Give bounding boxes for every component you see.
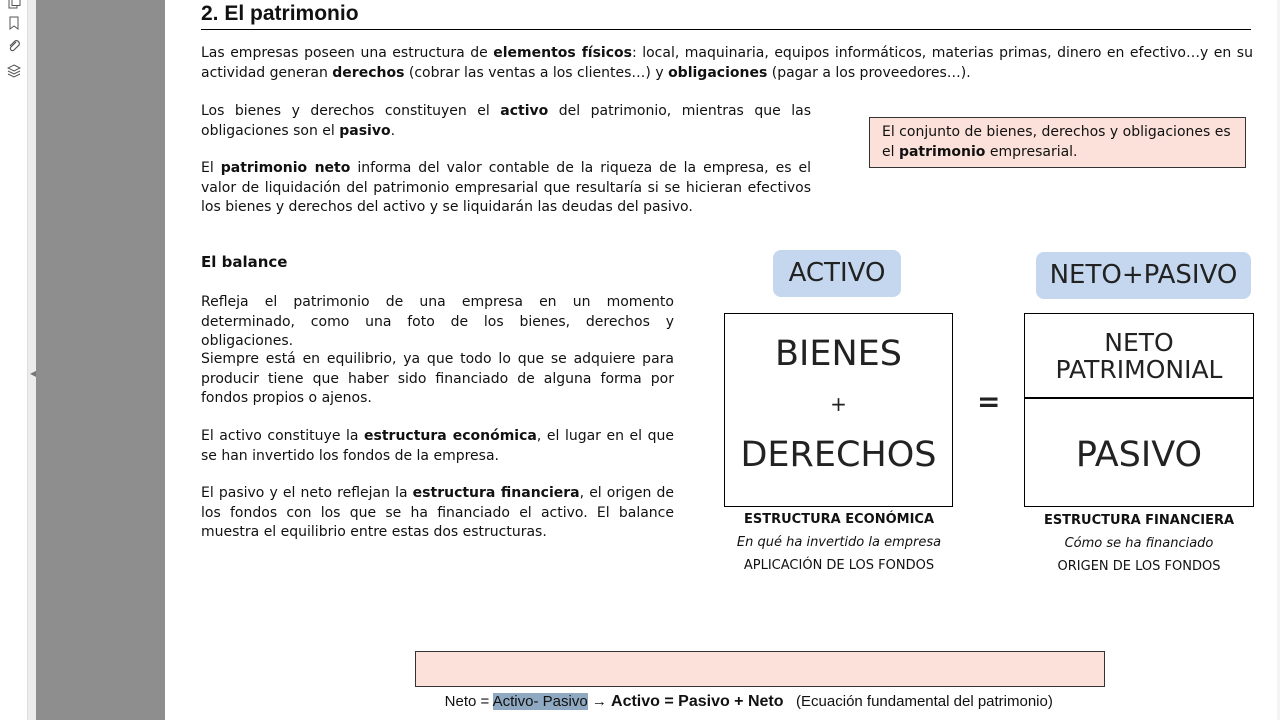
text-segment: El bbox=[201, 160, 221, 176]
patrimonio-callout bbox=[869, 117, 1246, 168]
text-segment: El pasivo y el neto reflejan la bbox=[201, 485, 413, 501]
side-panel bbox=[36, 0, 165, 720]
text-segment: , el origen de los fondos con los que se ha financiado el activo. El balance muestra el equilibrio entre estas dos estructuras. bbox=[201, 485, 675, 540]
text-segment: empresarial. bbox=[985, 143, 1078, 160]
callout-text bbox=[882, 123, 1237, 162]
title-rule bbox=[201, 29, 1251, 30]
bold-term: estructura financiera bbox=[412, 485, 580, 501]
text-segment: Siempre está en equilibrio, ya que todo lo que se adquiere para producir tiene que haber sido financiado de alguna forma por fondos propios o ajenos. bbox=[201, 351, 674, 406]
bookmark-icon[interactable] bbox=[6, 15, 22, 31]
panel-splitter[interactable] bbox=[28, 0, 36, 720]
text-segment: El conjunto de bienes, derechos y obligaciones es el bbox=[882, 124, 1231, 160]
economic-structure-title: ESTRUCTURA ECONÓMICA bbox=[743, 512, 935, 527]
layers-icon[interactable] bbox=[6, 63, 22, 79]
section-title: 2. El patrimonio bbox=[201, 2, 359, 25]
bold-term: estructura económica bbox=[364, 428, 537, 444]
pdf-page bbox=[165, 0, 1280, 720]
bienes-text: BIENES bbox=[775, 334, 902, 374]
financial-structure-subtitle: Cómo se ha financiado bbox=[1064, 536, 1214, 551]
text-segment: (cobrar las ventas a los clientes…) y bbox=[404, 64, 669, 81]
bold-term: pasivo bbox=[339, 122, 391, 139]
copy-icon[interactable] bbox=[6, 0, 22, 10]
text-segment: , el lugar en el que se han invertido los fondos de la empresa. bbox=[201, 428, 674, 464]
neto-pasivo-label: NETO+PASIVO bbox=[1036, 252, 1251, 299]
neto-pasivo-box bbox=[1024, 313, 1254, 507]
formula-note: (Ecuación fundamental del patrimonio) bbox=[796, 693, 1053, 710]
pasivo-text: PASIVO bbox=[1075, 435, 1203, 475]
attachment-icon[interactable] bbox=[6, 38, 22, 54]
balance-paragraph-2 bbox=[201, 350, 674, 409]
bold-term: derechos bbox=[332, 64, 405, 81]
formula-highlighted-text[interactable]: Activo- Pasivo bbox=[492, 693, 588, 710]
text-segment: El activo constituye la bbox=[201, 428, 365, 444]
balance-paragraph-3 bbox=[201, 427, 674, 466]
formula-box bbox=[415, 651, 1105, 710]
economic-structure-subtitle: En qué ha invertido la empresa bbox=[736, 535, 942, 550]
left-toolbar bbox=[0, 0, 28, 720]
patrimonial-text: PATRIMONIAL bbox=[1055, 355, 1223, 384]
right-caption bbox=[1014, 509, 1264, 578]
balance-paragraph-4 bbox=[201, 484, 674, 543]
neto-text: NETO bbox=[1104, 328, 1174, 357]
plus-sign: + bbox=[830, 392, 847, 416]
financial-structure-title: ESTRUCTURA FINANCIERA bbox=[1043, 513, 1235, 528]
text-segment: del patrimonio, mientras que las obligaciones son el bbox=[201, 103, 811, 139]
derechos-text: DERECHOS bbox=[740, 435, 937, 475]
fundamental-equation: Activo = Pasivo + Neto bbox=[611, 693, 784, 710]
text-segment: . bbox=[390, 122, 396, 139]
financial-structure-footer: ORIGEN DE LOS FONDOS bbox=[1057, 559, 1221, 574]
collapse-arrow-icon[interactable]: ◀ bbox=[30, 369, 37, 378]
intro-paragraph bbox=[201, 44, 1253, 83]
balance-paragraph-1 bbox=[201, 293, 674, 352]
bold-term: patrimonio neto bbox=[220, 160, 351, 176]
formula-arrow: → bbox=[587, 693, 612, 710]
equals-sign: = bbox=[977, 385, 1001, 418]
text-segment: Refleja el patrimonio de una empresa en un momento determinado, como una foto de los bienes, derechos y obligaciones. bbox=[201, 294, 674, 349]
activo-pasivo-paragraph bbox=[201, 102, 811, 141]
neto-paragraph bbox=[201, 159, 811, 218]
text-segment: : local, maquinaria, equipos informáticos, materias primas, dinero en efectivo…y en su actividad generan bbox=[201, 45, 1253, 81]
box-divider bbox=[1025, 397, 1253, 399]
bold-term: elementos físicos bbox=[493, 45, 632, 61]
text-segment: informa del valor contable de la riqueza de la empresa, es el valor de liquidación del patrimonio empresarial que resultaría si se hicieran efectivos los bienes y derechos del activo y se liquidarán las deudas del pasivo. bbox=[201, 160, 811, 215]
left-caption bbox=[714, 508, 964, 577]
bold-term: obligaciones bbox=[668, 64, 768, 81]
text-segment: Las empresas poseen una estructura de bbox=[201, 45, 494, 61]
formula-prefix: Neto = bbox=[444, 693, 493, 710]
bold-term: patrimonio bbox=[898, 143, 986, 160]
text-segment: (pagar a los proveedores…). bbox=[767, 64, 971, 81]
activo-label: ACTIVO bbox=[773, 250, 901, 297]
text-segment: Los bienes y derechos constituyen el bbox=[201, 103, 501, 119]
bold-term: activo bbox=[500, 103, 549, 119]
economic-structure-footer: APLICACIÓN DE LOS FONDOS bbox=[743, 558, 935, 573]
balance-heading: El balance bbox=[201, 253, 288, 271]
activo-box bbox=[724, 313, 953, 507]
